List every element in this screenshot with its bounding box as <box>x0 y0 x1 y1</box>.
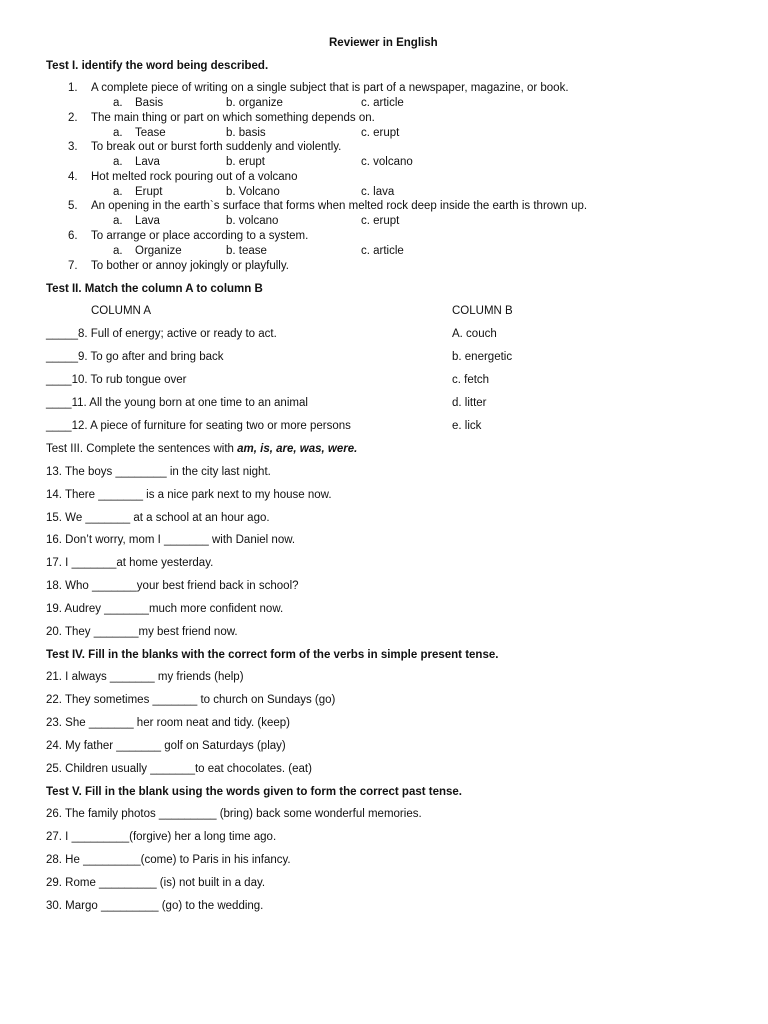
match-item-a: ____11. All the young born at one time to an animal <box>46 397 308 409</box>
test3-heading-words: am, is, are, was, were. <box>237 443 358 455</box>
match-item-a: _____9. To go after and bring back <box>46 351 224 363</box>
item-text: To break out or burst forth suddenly and violently. <box>91 141 342 153</box>
sentence-item: 22. They sometimes _______ to church on Sundays (go) <box>46 694 336 706</box>
choice-b: b. Volcano <box>226 186 280 198</box>
sentence-item: 13. The boys ________ in the city last night. <box>46 466 271 478</box>
test2-heading: Test II. Match the column A to column B <box>46 283 263 295</box>
choice-a: Organize <box>135 245 182 257</box>
choice-c: c. erupt <box>361 215 400 227</box>
choice-c: c. article <box>361 97 404 109</box>
choice-a: Lava <box>135 156 160 168</box>
choice-c: c. article <box>361 245 404 257</box>
choice-marker: a. <box>113 97 123 109</box>
choice-b: b. tease <box>226 245 267 257</box>
sentence-item: 28. He _________(come) to Paris in his infancy. <box>46 854 291 866</box>
sentence-item: 20. They _______my best friend now. <box>46 626 238 638</box>
choice-b: b. erupt <box>226 156 265 168</box>
test3-heading-text: Test III. Complete the sentences with <box>46 443 238 455</box>
test1-heading: Test I. identify the word being described. <box>46 60 269 72</box>
choice-marker: a. <box>113 245 123 257</box>
page-title: Reviewer in English <box>329 37 438 49</box>
match-item-a: ____12. A piece of furniture for seating two or more persons <box>46 420 351 432</box>
sentence-item: 14. There _______ is a nice park next to my house now. <box>46 489 332 501</box>
choice-c: c. volcano <box>361 156 413 168</box>
test5-heading: Test V. Fill in the blank using the words given to form the correct past tense. <box>46 786 462 798</box>
item-text: A complete piece of writing on a single subject that is part of a newspaper, magazine, or book. <box>91 82 569 94</box>
item-text: An opening in the earth`s surface that forms when melted rock deep inside the earth is thrown up. <box>91 200 588 212</box>
sentence-item: 26. The family photos _________ (bring) back some wonderful memories. <box>46 808 422 820</box>
choice-a: Lava <box>135 215 160 227</box>
sentence-item: 17. I _______at home yesterday. <box>46 557 214 569</box>
column-b-header: COLUMN B <box>452 305 513 317</box>
item-number: 2. <box>68 112 78 124</box>
sentence-item: 23. She _______ her room neat and tidy. (keep) <box>46 717 291 729</box>
item-number: 6. <box>68 230 78 242</box>
choice-a: Tease <box>135 127 166 139</box>
sentence-item: 27. I _________(forgive) her a long time ago. <box>46 831 277 843</box>
choice-marker: a. <box>113 186 123 198</box>
sentence-item: 18. Who _______your best friend back in school? <box>46 580 299 592</box>
match-item-a: ____10. To rub tongue over <box>46 374 187 386</box>
item-number: 7. <box>68 260 78 272</box>
choice-c: c. erupt <box>361 127 400 139</box>
choice-b: b. volcano <box>226 215 279 227</box>
choice-b: b. basis <box>226 127 266 139</box>
column-a-header: COLUMN A <box>91 305 152 317</box>
choice-marker: a. <box>113 127 123 139</box>
sentence-item: 21. I always _______ my friends (help) <box>46 671 244 683</box>
match-item-b: b. energetic <box>452 351 513 363</box>
sentence-item: 30. Margo _________ (go) to the wedding. <box>46 900 264 912</box>
item-number: 3. <box>68 141 78 153</box>
item-number: 5. <box>68 200 78 212</box>
item-text: Hot melted rock pouring out of a volcano <box>91 171 298 183</box>
item-text: To bother or annoy jokingly or playfully. <box>91 260 289 272</box>
item-number: 4. <box>68 171 78 183</box>
sentence-item: 19. Audrey _______much more confident now. <box>46 603 284 615</box>
choice-c: c. lava <box>361 186 395 198</box>
match-item-b: e. lick <box>452 420 482 432</box>
match-item-b: A. couch <box>452 328 497 340</box>
choice-a: Erupt <box>135 186 163 198</box>
test4-heading: Test IV. Fill in the blanks with the correct form of the verbs in simple present tense. <box>46 649 499 661</box>
item-text: To arrange or place according to a system. <box>91 230 309 242</box>
item-text: The main thing or part on which something depends on. <box>91 112 375 124</box>
sentence-item: 25. Children usually _______to eat chocolates. (eat) <box>46 763 312 775</box>
match-item-b: d. litter <box>452 397 487 409</box>
test3-heading <box>46 443 357 455</box>
sentence-item: 29. Rome _________ (is) not built in a day. <box>46 877 266 889</box>
match-item-a: _____8. Full of energy; active or ready to act. <box>46 328 277 340</box>
sentence-item: 24. My father _______ golf on Saturdays (play) <box>46 740 286 752</box>
match-item-b: c. fetch <box>452 374 490 386</box>
choice-marker: a. <box>113 156 123 168</box>
item-number: 1. <box>68 82 78 94</box>
choice-marker: a. <box>113 215 123 227</box>
choice-a: Basis <box>135 97 164 109</box>
choice-b: b. organize <box>226 97 283 109</box>
sentence-item: 15. We _______ at a school at an hour ago. <box>46 512 270 524</box>
sentence-item: 16. Don’t worry, mom I _______ with Daniel now. <box>46 534 296 546</box>
